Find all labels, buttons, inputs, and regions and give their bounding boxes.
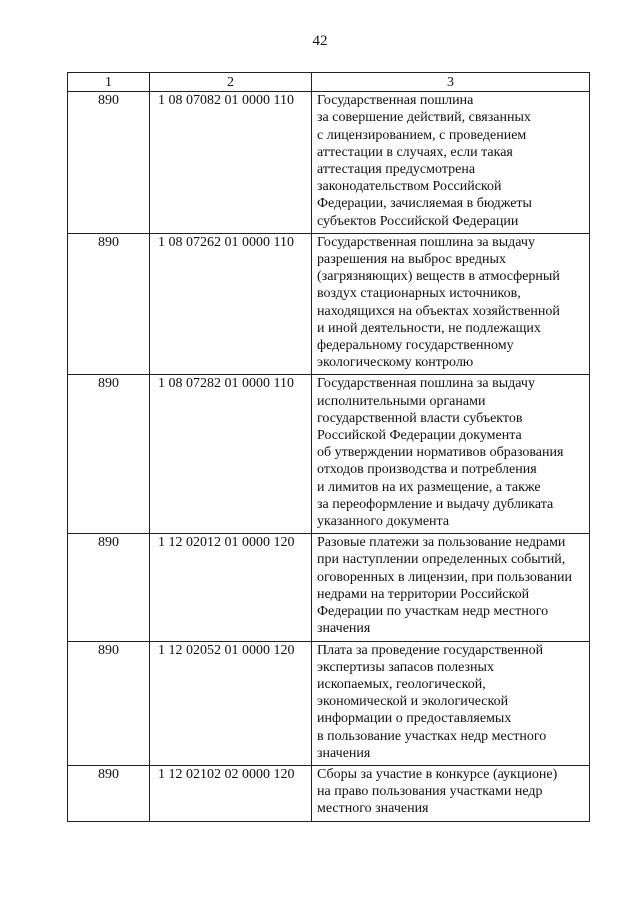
description-line: недрами на территории Российской — [317, 586, 530, 602]
description-line: информации о предоставляемых — [317, 711, 512, 727]
description-line: экспертизы запасов полезных — [317, 659, 494, 675]
description-line: Разовые платежи за пользование недрами — [317, 535, 566, 551]
description-line: исполнительными органами — [317, 393, 486, 409]
description-cell — [312, 534, 590, 641]
table-header-row — [68, 73, 590, 92]
description-line: федеральному государственному — [317, 338, 514, 354]
description-cell — [312, 375, 590, 534]
description-line: и лимитов на их размещение, а также — [317, 479, 541, 495]
description-cell — [312, 641, 590, 765]
description-line: Государственная пошлина за выдачу — [317, 234, 535, 250]
description-line: Федерации по участкам недр местного — [317, 604, 549, 620]
column-header-2: 2 — [150, 73, 312, 92]
budget-code-cell: 1 08 07282 01 0000 110 — [150, 375, 312, 534]
budget-code-cell: 1 08 07082 01 0000 110 — [150, 92, 312, 234]
description-line: экологическому контролю — [317, 355, 474, 371]
page-number: 42 — [312, 33, 328, 49]
description-line: Государственная пошлина — [317, 93, 474, 109]
description-line: об утверждении нормативов образования — [317, 445, 564, 461]
description-line: оговоренных в лицензии, при пользовании — [317, 569, 573, 585]
budget-code-cell: 1 08 07262 01 0000 110 — [150, 233, 312, 375]
admin-code-cell: 890 — [68, 534, 150, 641]
budget-code-cell: 1 12 02052 01 0000 120 — [150, 641, 312, 765]
budget-code-cell: 1 12 02012 01 0000 120 — [150, 534, 312, 641]
column-header-3: 3 — [312, 73, 590, 92]
admin-code-cell: 890 — [68, 375, 150, 534]
description-cell — [312, 233, 590, 375]
table-row — [68, 641, 590, 765]
admin-code-cell: 890 — [68, 92, 150, 234]
description-line: экономической и экологической — [317, 694, 509, 710]
description-line: аттестация предусмотрена — [317, 162, 476, 178]
admin-code-cell: 890 — [68, 765, 150, 821]
description-line: Плата за проведение государственной — [317, 642, 544, 658]
description-line: за совершение действий, связанных — [317, 110, 531, 126]
admin-code-cell: 890 — [68, 641, 150, 765]
description-line: (загрязняющих) веществ в атмосферный — [317, 269, 560, 285]
description-line: указанного документа — [317, 514, 450, 530]
budget-codes-table — [67, 72, 590, 822]
table-row — [68, 534, 590, 641]
description-cell — [312, 765, 590, 821]
description-line: находящихся на объектах хозяйственной — [317, 303, 560, 319]
table-row — [68, 233, 590, 375]
admin-code-cell: 890 — [68, 233, 150, 375]
budget-code-cell: 1 12 02102 02 0000 120 — [150, 765, 312, 821]
description-line: аттестации в случаях, если такая — [317, 144, 513, 160]
column-header-1: 1 — [68, 73, 150, 92]
description-line: и иной деятельности, не подлежащих — [317, 320, 541, 336]
description-line: за переоформление и выдачу дубликата — [317, 496, 554, 512]
description-line: Сборы за участие в конкурсе (аукционе) — [317, 766, 558, 782]
description-line: при наступлении определенных событий, — [317, 552, 566, 568]
description-line: значения — [317, 745, 371, 761]
description-line: ископаемых, геологической, — [317, 676, 486, 692]
description-line: на право пользования участками недр — [317, 784, 543, 800]
description-line: местного значения — [317, 801, 429, 817]
description-line: разрешения на выброс вредных — [317, 252, 506, 268]
description-line: значения — [317, 621, 371, 637]
description-line: законодательством Российской — [317, 179, 502, 195]
description-line: с лицензированием, с проведением — [317, 127, 527, 143]
table-row — [68, 765, 590, 821]
table-row — [68, 92, 590, 234]
description-line: Государственная пошлина за выдачу — [317, 376, 535, 392]
description-cell — [312, 92, 590, 234]
description-line: в пользование участках недр местного — [317, 728, 547, 744]
description-line: государственной власти субъектов — [317, 410, 523, 426]
table-row — [68, 375, 590, 534]
table-body — [68, 92, 590, 821]
description-line: Российской Федерации документа — [317, 428, 522, 444]
description-line: воздух стационарных источников, — [317, 286, 521, 302]
description-line: субъектов Российской Федерации — [317, 213, 519, 229]
description-line: отходов производства и потребления — [317, 462, 537, 478]
description-line: Федерации, зачисляемая в бюджеты — [317, 196, 532, 212]
